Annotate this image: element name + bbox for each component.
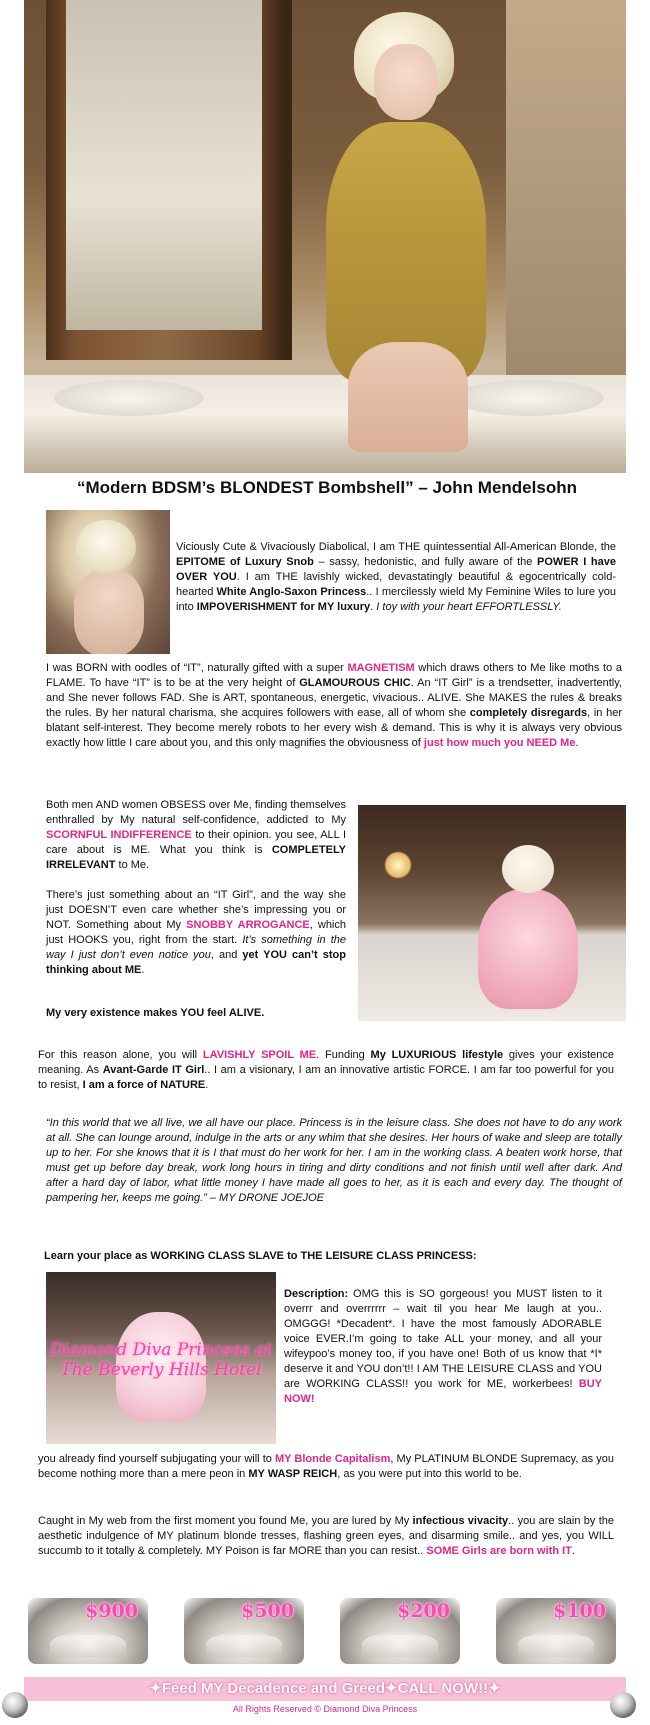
need-me-highlight: just how much you NEED Me [423, 737, 576, 749]
price-amount: $100 [553, 1600, 606, 1622]
hero-face [374, 44, 438, 120]
caught-paragraph: Caught in My web from the first moment you found Me, you are lured by My infectious vivacity.. you are slain by the aesthetic indulgence of MY platinum blonde tresses, flashing green eyes, and disarming smile.. and yes, you WILL succumb to it totally & completely. MY Poison is far MORE than you can resist.. SOME Girls are born with IT. [38, 1515, 614, 1557]
magnetism-highlight: MAGNETISM [347, 662, 415, 674]
snobby-highlight: SNOBBY ARROGANCE [186, 919, 310, 931]
photo-bedroom [358, 805, 626, 1021]
tiara-icon [206, 1632, 282, 1657]
diamond-icon [610, 1692, 636, 1718]
product-description: Description: OMG this is SO gorgeous! you MUST listen to it overrr and overrrrrr – wait til you hear Me laugh at you.. OMGGG! *Decadent*. I have the most famously ADORABLE voice EVER.I’m going to take ALL your money, and all your wifeypoo’s money too, if you have one! Both of us know that *I* deserve it and YOU don’t!! I AM THE LEISURE CLASS and YOU are WORKING CLASS!! you work for ME, workerbees! BUY NOW! [284, 1288, 602, 1405]
subjugate-paragraph: you already find yourself subjugating your will to MY Blonde Capitalism, My PLATINUM BLONDE Supremacy, as you become nothing more than a mere peon in MY WASP REICH, as you were put into this world to be. [38, 1453, 614, 1480]
photo-nape [74, 570, 144, 654]
hero-figure [306, 12, 506, 452]
price-button-900[interactable] [28, 1598, 148, 1664]
hero-sink-left [54, 380, 204, 416]
hero-legs [348, 342, 468, 452]
hero-photo [24, 0, 626, 473]
product-image[interactable] [46, 1272, 276, 1444]
learn-heading: Learn your place as WORKING CLASS SLAVE to THE LEISURE CLASS PRINCESS: [44, 1250, 477, 1262]
spoil-highlight: LAVISHLY SPOIL ME [202, 1049, 317, 1061]
photo-hair-bun [46, 510, 170, 654]
product-caption: Diamond Diva Princess at The Beverly Hills Hotel [49, 1340, 273, 1380]
photo-pink-robe [478, 889, 578, 1009]
page [24, 0, 626, 1725]
photo-lamp [384, 851, 412, 879]
price-button-200[interactable] [340, 1598, 460, 1664]
hero-mirror [66, 0, 262, 330]
photo-bun [76, 520, 136, 574]
diamond-icon [2, 1692, 28, 1718]
photo-hair [502, 845, 554, 893]
buy-now-link[interactable]: BUY NOW! [284, 1378, 602, 1405]
footer-copyright: All Rights Reserved © Diamond Diva Princess [232, 1704, 418, 1714]
intro-paragraph: Viciously Cute & Vivaciously Diabolical, I am THE quintessential All-American Blonde, the EPITOME of Luxury Snob – sassy, hedonistic, and fully aware of the POWER I have OVER YOU. I am THE lavishly wicked, devastatingly beautiful & egocentrically cold-hearted White Anglo-Saxon Princess.. I mercilessly wield My Feminine Wiles to lure you into IMPOVERISHMENT for MY luxury. I toy with your heart EFFORTLESSLY. [176, 541, 617, 613]
itgirl-paragraph: There’s just something about an “IT Girl”, and the way she just DOESN’T even care whether she’s impressing you or NOT. Something about My SNOBBY ARROGANCE, which just HOOKS you, right from the start. It’s something in the way I just don’t even notice you, and yet YOU can’t stop thinking about ME. [46, 889, 346, 976]
price-button-500[interactable] [184, 1598, 304, 1664]
scornful-highlight: SCORNFUL INDIFFERENCE [46, 829, 192, 841]
sparkle-icon: ✦ [488, 1680, 501, 1697]
drone-quote: “In this world that we all live, we all have our place. Princess is in the leisure class. She does not have to do any work at all. She can lounge around, indulge in the arts or any whim that she desires. Her hours of wake and sleep are totally up to her. For she knows that it is I that must do her work for her. I am in the working class. A beaten work horse, that must get up before day break, work long hours in tiring and dirty conditions and not finish until well after dark. And after a hard day of labor, what little money I have made all goes to her, as it is each and every day. The thought of pampering her, keeps me going.” – MY DRONE JOEJOE [46, 1117, 623, 1204]
capitalism-highlight: MY Blonde Capitalism [274, 1453, 391, 1465]
price-amount: $900 [85, 1600, 138, 1622]
reason-paragraph: For this reason alone, you will LAVISHLY SPOIL ME. Funding My LUXURIOUS lifestyle gives your existence meaning. As Avant-Garde IT Girl.. I am a visionary, I am an innovative artistic FORCE. I am far too powerful for you to resist, I am a force of NATURE. [38, 1049, 615, 1091]
sparkle-icon: ✦ [149, 1680, 162, 1697]
sparkle-icon: ✦ [385, 1680, 398, 1697]
born-with-it-highlight: SOME Girls are born with IT [426, 1545, 572, 1557]
hero-door [506, 0, 626, 380]
tiara-icon [518, 1632, 594, 1657]
call-now-link[interactable]: ✦Feed MY Decadence and Greed✦CALL NOW!!✦ [149, 1680, 501, 1697]
tiara-icon [50, 1632, 126, 1657]
tiara-icon [362, 1632, 438, 1657]
headline-quote: “Modern BDSM’s BLONDEST Bombshell” – John Mendelsohn [77, 478, 577, 497]
price-amount: $500 [241, 1600, 294, 1622]
born-paragraph: I was BORN with oodles of “IT”, naturally gifted with a super MAGNETISM which draws others to Me like moths to a FLAME. To have “IT” is to be at the very height of GLAMOUROUS CHIC. An “IT Girl” is a trendsetter, inadvertently, and She never follows FAD. She is ART, spontaneous, energetic, vivacious.. ALIVE. She MAKES the rules & breaks the rules. By her natural charisma, she acquires followers with ease, all of whom she completely disregards, in her blatant self-interest. They become merely robots to her every wish & demand. This is why it is always very obvious exactly how little I care about you, and this only magnifies the obviousness of just how much you NEED Me. [46, 662, 623, 749]
price-amount: $200 [397, 1600, 450, 1622]
obsess-paragraph: Both men AND women OBSESS over Me, finding themselves enthralled by My natural self-confidence, addicted to My SCORNFUL INDIFFERENCE to their opinion. you see, ALL I care about is ME. What you think is COMPLETELY IRRELEVANT to Me. [46, 799, 346, 871]
alive-line: My very existence makes YOU feel ALIVE. [46, 1007, 265, 1019]
price-button-100[interactable] [496, 1598, 616, 1664]
photo-person [478, 845, 578, 1005]
price-buttons [24, 1598, 626, 1678]
